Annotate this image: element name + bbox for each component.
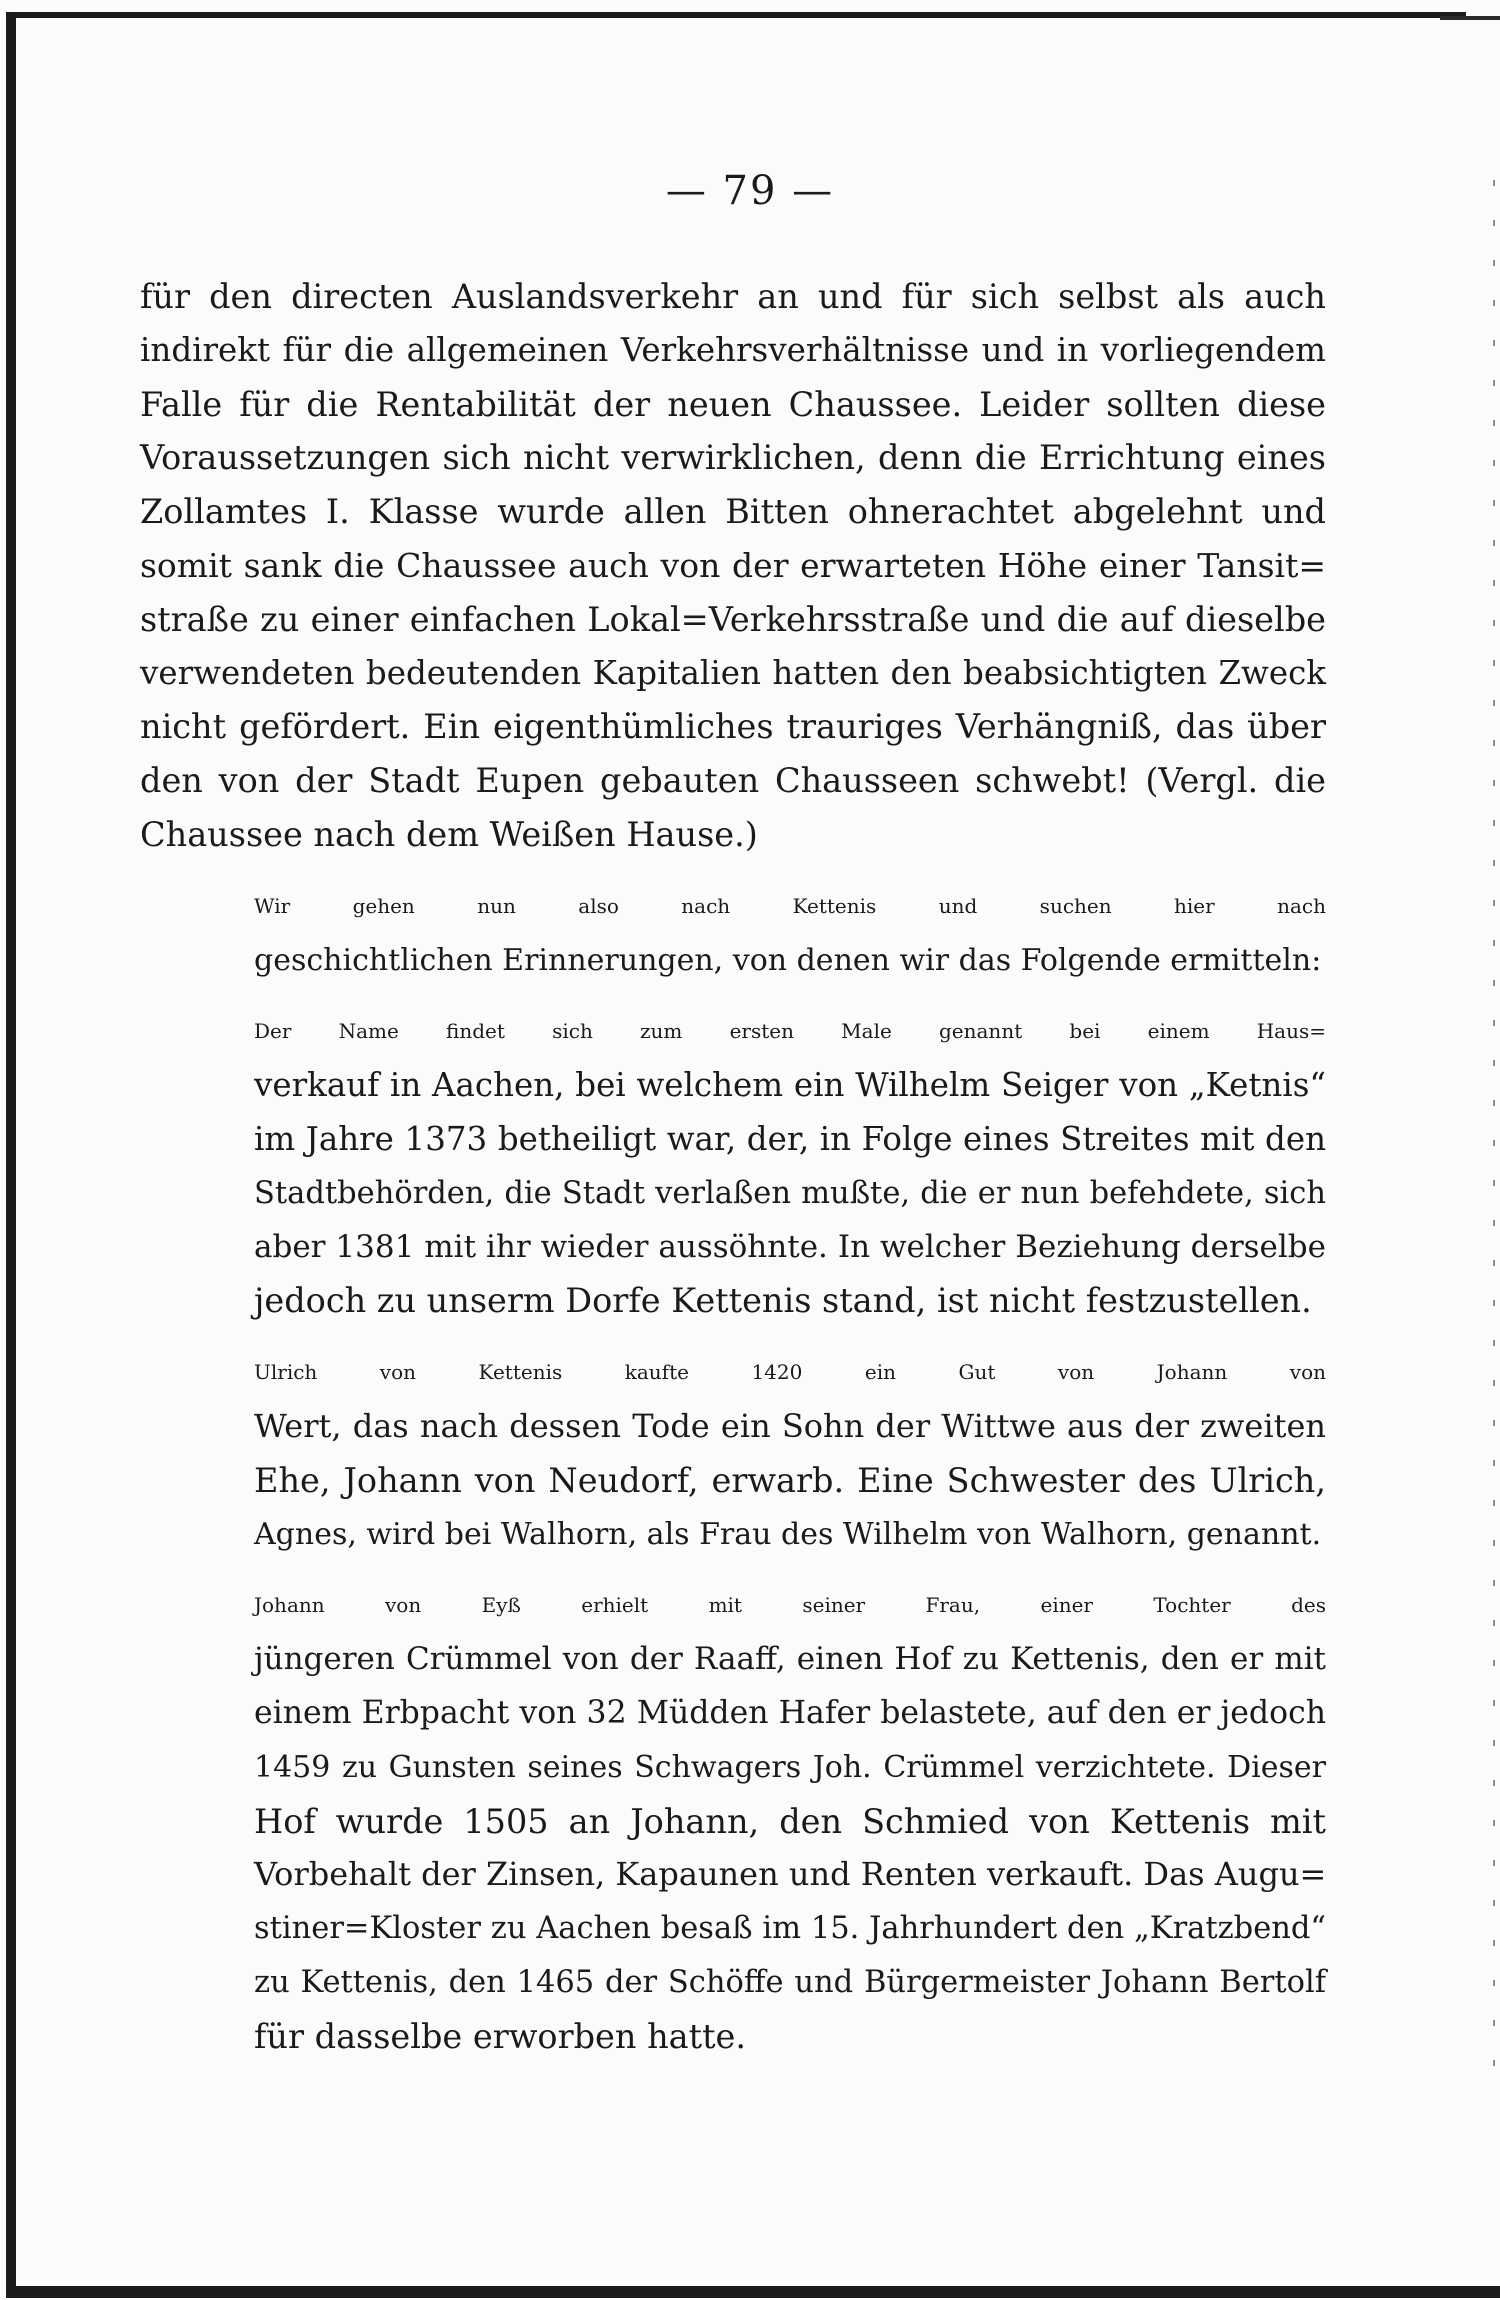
text-line: Zollamtes I. Klasse wurde allen Bitten ohnerachtet abgelehnt und [140, 492, 1326, 532]
text-line: nicht gefördert. Ein eigenthümliches trauriges Verhängniß, das über [140, 707, 1326, 747]
paragraph-3 [140, 1005, 1326, 1328]
text-line: Der Name findet sich zum ersten Male genannt bei einem Haus= [254, 1019, 1326, 1044]
text-line: den von der Stadt Eupen gebauten Chausseen schwebt! (Vergl. die [140, 761, 1326, 801]
text-line: verwendeten bedeutenden Kapitalien hatten den beabsichtigten Zweck [140, 653, 1326, 692]
paragraph-4 [140, 1346, 1326, 1561]
scan-border-left [6, 14, 16, 2294]
paragraph-5 [140, 1579, 1326, 2063]
text-line: aber 1381 mit ihr wieder aussöhnte. In welcher Beziehung derselbe [254, 1228, 1326, 1265]
page-number: — 79 — [665, 168, 835, 214]
paragraph-1 [140, 270, 1326, 862]
text-line: jüngeren Crümmel von der Raaff, einen Hof zu Kettenis, den er mit [254, 1641, 1326, 1678]
text-line: im Jahre 1373 betheiligt war, der, in Folge eines Streites mit den [254, 1119, 1326, 1158]
scan-border-right [1493, 180, 1495, 2080]
text-line: straße zu einer einfachen Lokal=Verkehrsstraße und die auf dieselbe [140, 599, 1326, 639]
paragraph-2 [140, 880, 1326, 988]
text-line: einem Erbpacht von 32 Müdden Hafer belastete, auf den er jedoch [254, 1694, 1326, 1731]
text-line: geschichtlichen Erinnerungen, von denen wir das Folgende ermitteln: [254, 942, 1322, 978]
text-line: jedoch zu unserm Dorfe Kettenis stand, ist nicht festzustellen. [254, 1281, 1312, 1321]
text-line: Falle für die Rentabilität der neuen Chaussee. Leider sollten diese [140, 384, 1326, 424]
text-line: Chaussee nach dem Weißen Hause.) [140, 814, 758, 854]
text-line: zu Kettenis, den 1465 der Schöffe und Bürgermeister Johann Bertolf [254, 1964, 1326, 2000]
text-line: verkauf in Aachen, bei welchem ein Wilhelm Seiger von „Ketnis“ [254, 1066, 1326, 1105]
text-line: Ulrich von Kettenis kaufte 1420 ein Gut von Johann von [254, 1360, 1326, 1385]
text-line: Agnes, wird bei Walhorn, als Frau des Wilhelm von Walhorn, genannt. [254, 1516, 1322, 1552]
scan-border-bottom [6, 2286, 1500, 2298]
text-line: für den directen Auslandsverkehr an und für sich selbst als auch [140, 277, 1326, 316]
text-line: für dasselbe erworben hatte. [254, 2016, 747, 2056]
scan-border-top-tail [1440, 16, 1500, 20]
body-text [140, 270, 1326, 2064]
scan-border-top [6, 12, 1466, 18]
text-line: stiner=Kloster zu Aachen besaß im 15. Jahrhundert den „Kratzbend“ [254, 1911, 1326, 1947]
text-line: Stadtbehörden, die Stadt verlaßen mußte, die er nun befehdete, sich [254, 1175, 1326, 1211]
text-line: 1459 zu Gunsten seines Schwagers Joh. Crümmel verzichtete. Dieser [254, 1749, 1326, 1785]
text-line: Voraussetzungen sich nicht verwirklichen, denn die Errichtung eines [140, 438, 1326, 478]
text-line: indirekt für die allgemeinen Verkehrsverhältnisse und in vorliegendem [140, 330, 1326, 369]
text-line: Wir gehen nun also nach Kettenis und suchen hier nach [254, 893, 1326, 918]
text-line: Wert, das nach dessen Tode ein Sohn der Wittwe aus der zweiten [254, 1406, 1326, 1445]
text-line: Johann von Eyß erhielt mit seiner Frau, einer Tochter des [254, 1593, 1326, 1618]
text-line: Ehe, Johann von Neudorf, erwarb. Eine Schwester des Ulrich, [254, 1460, 1326, 1500]
text-line: somit sank die Chaussee auch von der erwarteten Höhe einer Tansit= [140, 545, 1326, 585]
text-line: Hof wurde 1505 an Johann, den Schmied von Kettenis mit [254, 1801, 1326, 1841]
text-line: Vorbehalt der Zinsen, Kapaunen und Renten verkauft. Das Augu= [254, 1855, 1327, 1894]
